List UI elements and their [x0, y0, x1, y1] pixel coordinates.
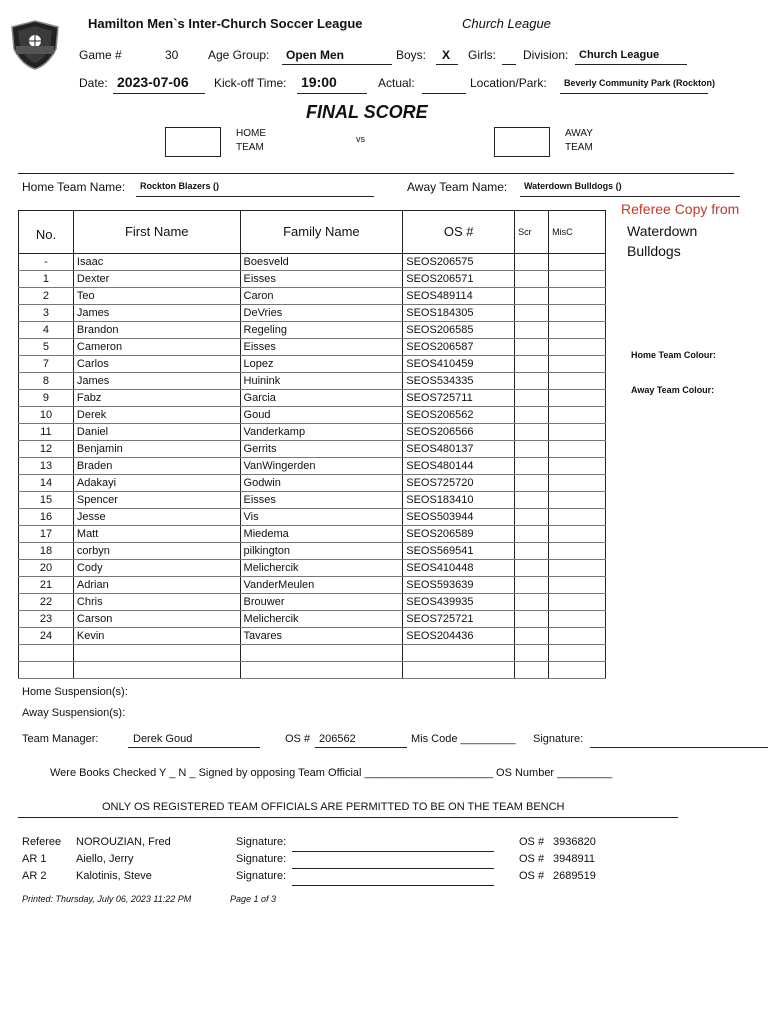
player-score-cell[interactable]	[515, 322, 549, 339]
player-number: 22	[19, 594, 74, 611]
player-misconduct-cell[interactable]	[549, 322, 606, 339]
location-value: Beverly Community Park (Rockton)	[564, 78, 716, 88]
away-colour-label: Away Team Colour:	[631, 385, 715, 395]
player-family-name: VanderMeulen	[240, 577, 403, 594]
notice-underline	[18, 817, 678, 818]
table-row	[19, 339, 606, 356]
player-os-number: SEOS489114	[403, 288, 515, 305]
referee-copy-label: Referee Copy from	[621, 201, 740, 217]
roster-table	[18, 210, 606, 679]
home-team-name-label: Home Team Name:	[22, 180, 126, 194]
boys-label: Boys:	[396, 48, 427, 62]
player-misconduct-cell[interactable]	[549, 441, 606, 458]
table-row	[19, 594, 606, 611]
player-first-name: Spencer	[73, 492, 240, 509]
player-family-name: Eisses	[240, 271, 403, 288]
date-underline	[113, 93, 205, 94]
division-value: Church League	[579, 49, 660, 61]
player-misconduct-cell[interactable]	[549, 628, 606, 645]
player-score-cell[interactable]	[515, 475, 549, 492]
player-os-number: SEOS439935	[403, 594, 515, 611]
official-signature-label: Signature:	[236, 853, 287, 865]
player-number	[19, 645, 74, 662]
player-number: 18	[19, 543, 74, 560]
away-team-name-value: Waterdown Bulldogs ()	[524, 181, 622, 191]
player-misconduct-cell[interactable]	[549, 271, 606, 288]
girls-underline	[502, 64, 516, 65]
table-row	[19, 509, 606, 526]
official-os-number: 3936820	[553, 836, 596, 848]
manager-os-label: OS #	[285, 733, 311, 745]
col-header-score: Scr	[515, 211, 549, 254]
col-header-os-number: OS #	[403, 211, 515, 254]
player-number: 17	[19, 526, 74, 543]
player-family-name	[240, 662, 403, 679]
player-first-name: James	[73, 305, 240, 322]
section-divider	[18, 173, 734, 174]
table-row	[19, 526, 606, 543]
table-row	[19, 356, 606, 373]
player-misconduct-cell[interactable]	[549, 492, 606, 509]
player-number: 15	[19, 492, 74, 509]
books-checked-line: Were Books Checked Y _ N _ Signed by opposing Team Official _____________________ OS Number _________	[50, 767, 613, 779]
player-number: 24	[19, 628, 74, 645]
manager-os-value: 206562	[319, 733, 356, 745]
player-number: 21	[19, 577, 74, 594]
copy-team-line-2: Bulldogs	[627, 243, 681, 259]
col-header-family-name: Family Name	[240, 211, 403, 254]
home-suspension-label: Home Suspension(s):	[22, 686, 128, 698]
player-os-number: SEOS206571	[403, 271, 515, 288]
table-row	[19, 407, 606, 424]
player-os-number: SEOS569541	[403, 543, 515, 560]
player-family-name: Melichercik	[240, 560, 403, 577]
player-family-name	[240, 645, 403, 662]
division-underline	[575, 64, 687, 65]
player-number: 7	[19, 356, 74, 373]
home-score-box[interactable]	[165, 127, 221, 157]
league-type: Church League	[462, 16, 551, 31]
player-score-cell[interactable]	[515, 441, 549, 458]
player-os-number: SEOS480144	[403, 458, 515, 475]
official-os-label: OS #	[519, 870, 545, 882]
col-header-first-name: First Name	[73, 211, 240, 254]
manager-signature-line[interactable]	[590, 747, 768, 748]
player-misconduct-cell[interactable]	[549, 339, 606, 356]
player-os-number: SEOS206585	[403, 322, 515, 339]
player-first-name	[73, 645, 240, 662]
official-role: AR 1	[22, 853, 47, 865]
player-misconduct-cell[interactable]	[549, 577, 606, 594]
division-label: Division:	[523, 48, 569, 62]
player-number: 3	[19, 305, 74, 322]
player-misconduct-cell[interactable]	[549, 305, 606, 322]
player-number: 13	[19, 458, 74, 475]
player-misconduct-cell[interactable]	[549, 526, 606, 543]
table-row	[19, 577, 606, 594]
player-first-name: Braden	[73, 458, 240, 475]
boys-value: X	[442, 48, 451, 62]
player-score-cell[interactable]	[515, 271, 549, 288]
player-misconduct-cell[interactable]	[549, 475, 606, 492]
player-score-cell[interactable]	[515, 254, 549, 271]
player-number: 16	[19, 509, 74, 526]
player-number: 20	[19, 560, 74, 577]
table-row	[19, 254, 606, 271]
home-team-underline	[136, 196, 374, 197]
player-misconduct-cell[interactable]	[549, 424, 606, 441]
player-first-name: Derek	[73, 407, 240, 424]
manager-os-underline	[315, 747, 407, 748]
team-manager-label: Team Manager:	[22, 733, 99, 745]
player-number: -	[19, 254, 74, 271]
player-first-name: Matt	[73, 526, 240, 543]
player-score-cell[interactable]	[515, 356, 549, 373]
player-number: 4	[19, 322, 74, 339]
player-score-cell[interactable]	[515, 628, 549, 645]
player-first-name: corbyn	[73, 543, 240, 560]
player-misconduct-cell[interactable]	[549, 645, 606, 662]
official-role: AR 2	[22, 870, 47, 882]
player-number: 5	[19, 339, 74, 356]
player-score-cell[interactable]	[515, 662, 549, 679]
table-row	[19, 611, 606, 628]
player-number	[19, 662, 74, 679]
player-number: 11	[19, 424, 74, 441]
actual-underline	[422, 93, 466, 94]
player-first-name: Brandon	[73, 322, 240, 339]
player-score-cell[interactable]	[515, 509, 549, 526]
player-family-name: Miedema	[240, 526, 403, 543]
col-header-misconduct: MisC	[549, 211, 606, 254]
away-team-name-label: Away Team Name:	[407, 180, 508, 194]
official-name: NOROUZIAN, Fred	[76, 836, 171, 848]
table-row	[19, 475, 606, 492]
player-family-name: Eisses	[240, 492, 403, 509]
player-os-number: SEOS593639	[403, 577, 515, 594]
player-first-name: Teo	[73, 288, 240, 305]
official-signature-label: Signature:	[236, 870, 287, 882]
player-score-cell[interactable]	[515, 577, 549, 594]
location-label: Location/Park:	[470, 76, 547, 90]
player-misconduct-cell[interactable]	[549, 288, 606, 305]
player-score-cell[interactable]	[515, 339, 549, 356]
player-family-name: VanWingerden	[240, 458, 403, 475]
player-family-name: Huinink	[240, 373, 403, 390]
home-team-label-2: TEAM	[236, 142, 264, 153]
player-misconduct-cell[interactable]	[549, 543, 606, 560]
copy-team-line-1: Waterdown	[627, 223, 698, 239]
player-score-cell[interactable]	[515, 424, 549, 441]
player-misconduct-cell[interactable]	[549, 594, 606, 611]
away-score-box[interactable]	[494, 127, 550, 157]
roster-body	[19, 254, 606, 679]
table-row	[19, 424, 606, 441]
away-team-underline	[520, 196, 740, 197]
league-logo	[8, 19, 62, 71]
player-score-cell[interactable]	[515, 458, 549, 475]
player-family-name: Eisses	[240, 339, 403, 356]
player-family-name: Godwin	[240, 475, 403, 492]
player-misconduct-cell[interactable]	[549, 390, 606, 407]
player-os-number: SEOS410448	[403, 560, 515, 577]
official-os-number: 2689519	[553, 870, 596, 882]
player-family-name: Lopez	[240, 356, 403, 373]
official-os-label: OS #	[519, 853, 545, 865]
player-os-number: SEOS725711	[403, 390, 515, 407]
mis-code: Mis Code _________	[411, 733, 516, 745]
player-misconduct-cell[interactable]	[549, 458, 606, 475]
player-os-number: SEOS503944	[403, 509, 515, 526]
player-os-number: SEOS534335	[403, 373, 515, 390]
roster-header-row	[19, 211, 606, 254]
table-row	[19, 645, 606, 662]
table-row	[19, 492, 606, 509]
home-colour-label: Home Team Colour:	[631, 350, 716, 360]
game-label: Game #	[79, 48, 122, 62]
player-misconduct-cell[interactable]	[549, 560, 606, 577]
player-score-cell[interactable]	[515, 594, 549, 611]
col-header-no: No.	[19, 211, 74, 254]
player-first-name: Kevin	[73, 628, 240, 645]
location-underline	[560, 93, 708, 94]
official-signature-line[interactable]	[292, 851, 494, 852]
player-first-name: Cody	[73, 560, 240, 577]
league-title: Hamilton Men`s Inter-Church Soccer League	[88, 16, 363, 31]
page-indicator: Page 1 of 3	[230, 894, 277, 904]
player-first-name: Adakayi	[73, 475, 240, 492]
player-number: 12	[19, 441, 74, 458]
player-first-name: Isaac	[73, 254, 240, 271]
table-row	[19, 373, 606, 390]
player-family-name: Caron	[240, 288, 403, 305]
table-row	[19, 390, 606, 407]
player-family-name: DeVries	[240, 305, 403, 322]
manager-underline	[128, 747, 260, 748]
player-score-cell[interactable]	[515, 373, 549, 390]
girls-label: Girls:	[468, 48, 496, 62]
player-number: 2	[19, 288, 74, 305]
player-os-number: SEOS206587	[403, 339, 515, 356]
table-row	[19, 441, 606, 458]
home-team-name-value: Rockton Blazers ()	[140, 181, 220, 191]
bench-notice: ONLY OS REGISTERED TEAM OFFICIALS ARE PERMITTED TO BE ON THE TEAM BENCH	[102, 801, 565, 813]
player-misconduct-cell[interactable]	[549, 611, 606, 628]
player-number: 8	[19, 373, 74, 390]
player-misconduct-cell[interactable]	[549, 407, 606, 424]
player-score-cell[interactable]	[515, 305, 549, 322]
table-row	[19, 543, 606, 560]
player-number: 9	[19, 390, 74, 407]
table-row	[19, 305, 606, 322]
table-row	[19, 322, 606, 339]
kickoff-value: 19:00	[301, 74, 337, 90]
player-os-number	[403, 662, 515, 679]
player-family-name: Garcia	[240, 390, 403, 407]
official-signature-label: Signature:	[236, 836, 287, 848]
table-row	[19, 628, 606, 645]
player-misconduct-cell[interactable]	[549, 356, 606, 373]
player-family-name: Goud	[240, 407, 403, 424]
player-os-number: SEOS480137	[403, 441, 515, 458]
official-role: Referee	[22, 836, 62, 848]
player-first-name: Cameron	[73, 339, 240, 356]
player-family-name: Vis	[240, 509, 403, 526]
player-first-name: Daniel	[73, 424, 240, 441]
official-signature-line[interactable]	[292, 885, 494, 886]
player-misconduct-cell[interactable]	[549, 254, 606, 271]
player-score-cell[interactable]	[515, 407, 549, 424]
player-score-cell[interactable]	[515, 611, 549, 628]
away-team-label-1: AWAY	[565, 128, 593, 139]
player-os-number: SEOS183410	[403, 492, 515, 509]
player-first-name: Carlos	[73, 356, 240, 373]
player-misconduct-cell[interactable]	[549, 662, 606, 679]
player-family-name: Brouwer	[240, 594, 403, 611]
player-number: 14	[19, 475, 74, 492]
player-score-cell[interactable]	[515, 560, 549, 577]
player-score-cell[interactable]	[515, 288, 549, 305]
vs-label: vs	[356, 134, 365, 144]
official-os-label: OS #	[519, 836, 545, 848]
table-row	[19, 458, 606, 475]
game-number: 30	[165, 48, 179, 62]
player-os-number: SEOS206562	[403, 407, 515, 424]
printed-timestamp: Printed: Thursday, July 06, 2023 11:22 PM	[22, 894, 192, 904]
player-score-cell[interactable]	[515, 645, 549, 662]
table-row	[19, 662, 606, 679]
date-label: Date:	[79, 76, 108, 90]
player-first-name: Benjamin	[73, 441, 240, 458]
player-first-name	[73, 662, 240, 679]
official-name: Kalotinis, Steve	[76, 870, 152, 882]
home-team-label-1: HOME	[236, 128, 266, 139]
player-misconduct-cell[interactable]	[549, 509, 606, 526]
player-number: 10	[19, 407, 74, 424]
official-os-number: 3948911	[553, 853, 596, 865]
away-suspension-label: Away Suspension(s):	[22, 707, 126, 719]
player-first-name: Dexter	[73, 271, 240, 288]
player-first-name: Jesse	[73, 509, 240, 526]
player-os-number: SEOS410459	[403, 356, 515, 373]
player-family-name: Vanderkamp	[240, 424, 403, 441]
manager-signature-label: Signature:	[533, 733, 584, 745]
player-os-number: SEOS725721	[403, 611, 515, 628]
player-family-name: Tavares	[240, 628, 403, 645]
kickoff-underline	[297, 93, 367, 94]
team-manager-name: Derek Goud	[133, 733, 193, 745]
actual-label: Actual:	[378, 76, 415, 90]
player-first-name: Chris	[73, 594, 240, 611]
player-family-name: Regeling	[240, 322, 403, 339]
player-family-name: Gerrits	[240, 441, 403, 458]
player-first-name: Carson	[73, 611, 240, 628]
official-name: Aiello, Jerry	[76, 853, 134, 865]
age-group-value: Open Men	[286, 48, 345, 62]
player-score-cell[interactable]	[515, 492, 549, 509]
player-family-name: Melichercik	[240, 611, 403, 628]
player-misconduct-cell[interactable]	[549, 373, 606, 390]
player-family-name: Boesveld	[240, 254, 403, 271]
player-os-number: SEOS206566	[403, 424, 515, 441]
age-group-underline	[282, 64, 392, 65]
boys-underline	[436, 64, 458, 65]
player-number: 1	[19, 271, 74, 288]
player-first-name: Adrian	[73, 577, 240, 594]
official-signature-line[interactable]	[292, 868, 494, 869]
age-group-label: Age Group:	[208, 48, 270, 62]
player-os-number: SEOS206575	[403, 254, 515, 271]
player-first-name: Fabz	[73, 390, 240, 407]
player-family-name: pilkington	[240, 543, 403, 560]
date-value: 2023-07-06	[117, 74, 189, 90]
player-score-cell[interactable]	[515, 543, 549, 560]
player-score-cell[interactable]	[515, 390, 549, 407]
player-os-number	[403, 645, 515, 662]
player-score-cell[interactable]	[515, 526, 549, 543]
final-score-title: FINAL SCORE	[306, 102, 428, 122]
player-os-number: SEOS206589	[403, 526, 515, 543]
away-team-label-2: TEAM	[565, 142, 593, 153]
player-first-name: James	[73, 373, 240, 390]
player-number: 23	[19, 611, 74, 628]
table-row	[19, 560, 606, 577]
table-row	[19, 271, 606, 288]
player-os-number: SEOS725720	[403, 475, 515, 492]
table-row	[19, 288, 606, 305]
player-os-number: SEOS184305	[403, 305, 515, 322]
kickoff-label: Kick-off Time:	[214, 76, 287, 90]
player-os-number: SEOS204436	[403, 628, 515, 645]
